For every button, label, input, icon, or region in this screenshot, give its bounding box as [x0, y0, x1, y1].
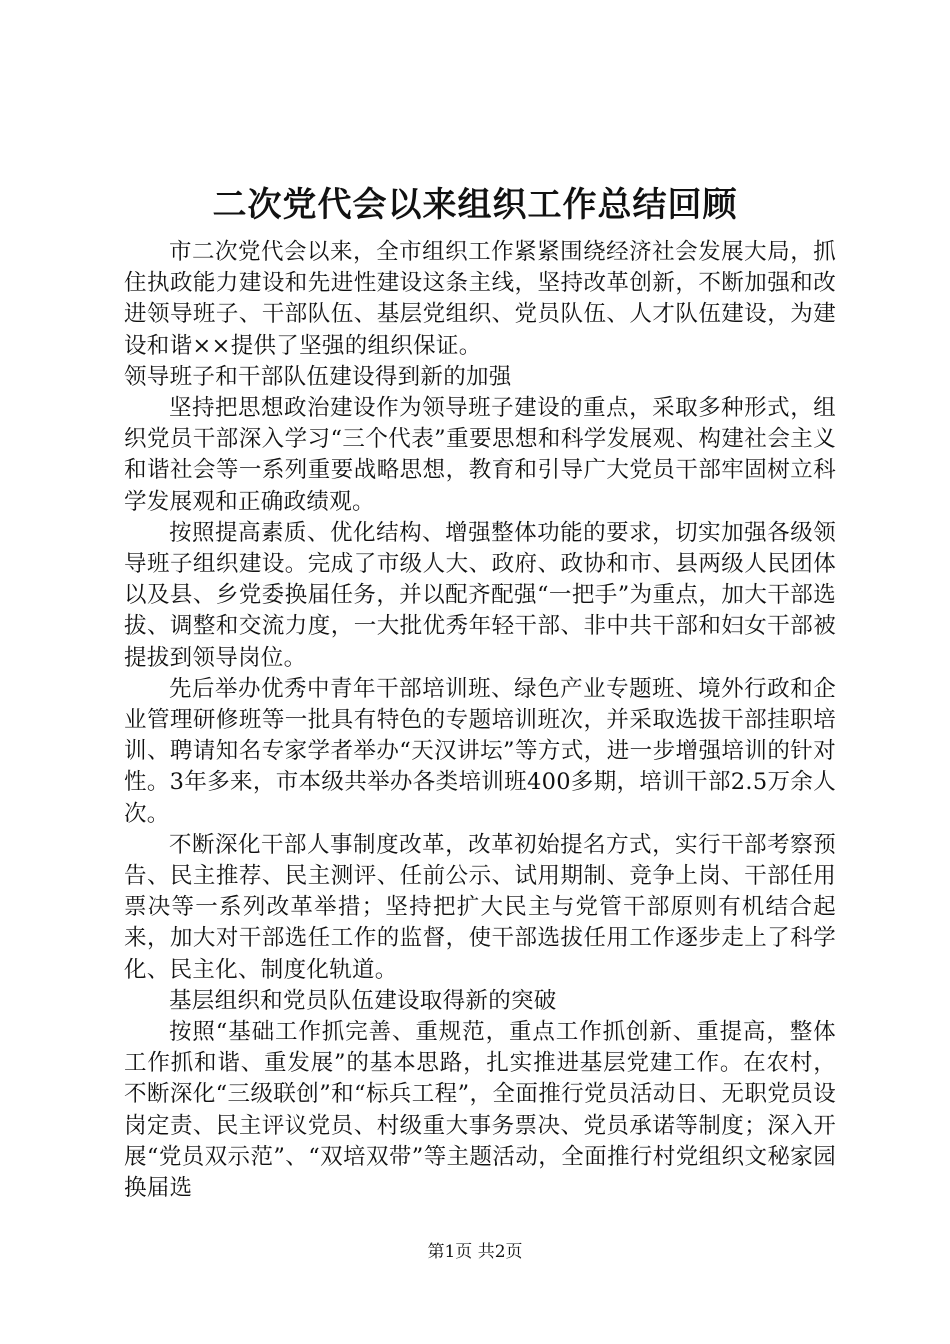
- paragraph-intro: 市二次党代会以来，全市组织工作紧紧围绕经济社会发展大局，抓住执政能力建设和先进性建设这条主线，坚持改革创新，不断加强和改进领导班子、干部队伍、基层党组织、党员队伍、人才队伍建设，为建设和谐××提供了坚强的组织保证。: [124, 239, 836, 359]
- document-body: [124, 237, 836, 1204]
- document-title: 二次党代会以来组织工作总结回顾: [212, 185, 738, 225]
- paragraph-training: 先后举办优秀中青年干部培训班、绿色产业专题班、境外行政和企业管理研修班等一批具有特色的专题培训班次，并采取选拔干部挂职培训、聘请知名专家学者举办“天汉讲坛”等方式，进一步增强培训的针对性。3年多来，市本级共举办各类培训班400多期，培训干部2.5万余人次。: [124, 675, 836, 827]
- paragraph-personnel-reform: 不断深化干部人事制度改革，改革初始提名方式，实行干部考察预告、民主推荐、民主测评、任前公示、试用期制、竞争上岗、干部任用票决等一系列改革举措；坚持把扩大民主与党管干部原则有机结合起来，加大对干部选任工作的监督，使干部选拔任用工作逐步走上了科学化、民主化、制度化轨道。: [124, 831, 836, 983]
- page-number: 第1页 共2页: [427, 1242, 523, 1262]
- section-heading-leadership: 领导班子和干部队伍建设得到新的加强: [124, 363, 512, 390]
- paragraph-grassroots: 按照“基础工作抓完善、重规范，重点工作抓创新、重提高，整体工作抓和谐、重发展”的基本思路，扎实推进基层党建工作。在农村，不断深化“三级联创”和“标兵工程”，全面推行党员活动日、无职党员设岗定责、民主评议党员、村级重大事务票决、党员承诺等制度；深入开展“党员双示范”、“双培双带”等主题活动，全面推行村党组织文秘家园换届选: [124, 1019, 836, 1202]
- section-heading-grassroots: 基层组织和党员队伍建设取得新的突破: [169, 987, 557, 1014]
- paragraph-ideology: 坚持把思想政治建设作为领导班子建设的重点，采取多种形式，组织党员干部深入学习“三个代表”重要思想和科学发展观、构建社会主义和谐社会等一系列重要战略思想，教育和引导广大党员干部牢固树立科学发展观和正确政绩观。: [124, 395, 836, 515]
- paragraph-leadership-building: 按照提高素质、优化结构、增强整体功能的要求，切实加强各级领导班子组织建设。完成了市级人大、政府、政协和市、县两级人民团体以及县、乡党委换届任务，并以配齐配强“一把手”为重点，加大干部选拔、调整和交流力度，一大批优秀年轻干部、非中共干部和妇女干部被提拔到领导岗位。: [124, 519, 836, 671]
